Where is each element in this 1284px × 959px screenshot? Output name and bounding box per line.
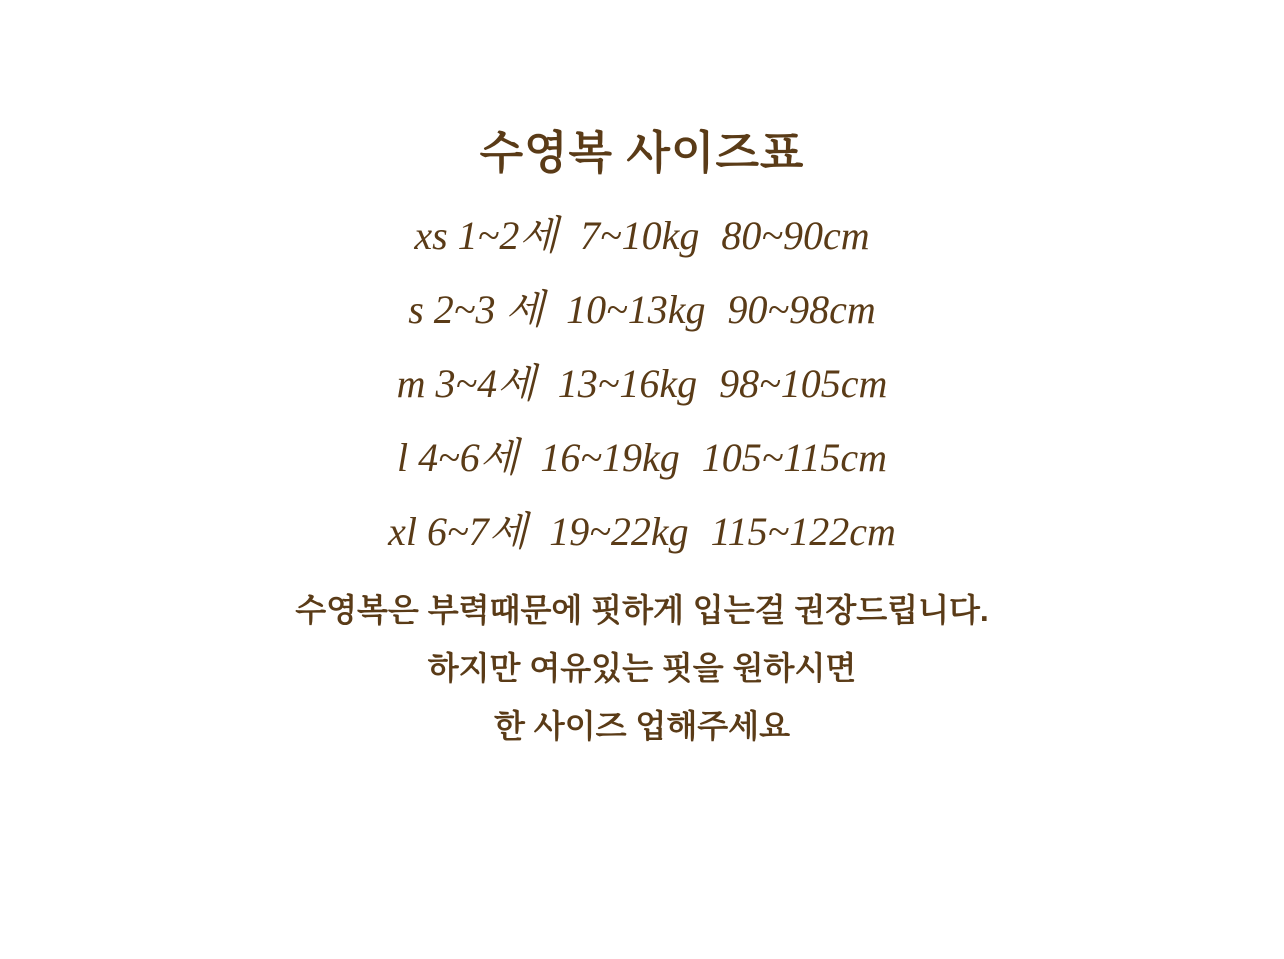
height-value: 105~115cm (701, 434, 888, 480)
notes-section (0, 591, 1284, 744)
size-label: s (408, 286, 424, 332)
height-value: 98~105cm (719, 360, 888, 406)
age-value: 3~4세 (435, 360, 536, 406)
note-line: 한 사이즈 업해주세요 (494, 707, 790, 744)
table-row (396, 434, 888, 480)
weight-value: 13~16kg (557, 360, 698, 406)
size-label: xl (388, 508, 417, 554)
table-row (414, 212, 870, 258)
size-label: xs (414, 212, 448, 258)
table-row (408, 286, 876, 332)
height-value: 90~98cm (727, 286, 876, 332)
height-value: 115~122cm (710, 508, 896, 554)
page-title: 수영복 사이즈표 (479, 127, 805, 178)
age-value: 1~2세 (457, 212, 558, 258)
note-line: 하지만 여유있는 핏을 원하시면 (427, 649, 857, 686)
weight-value: 16~19kg (540, 434, 680, 480)
size-label: l (396, 434, 409, 480)
age-value: 2~3 세 (433, 286, 545, 332)
table-row (396, 360, 888, 406)
size-table (0, 212, 1284, 554)
table-row (388, 508, 896, 554)
weight-value: 19~22kg (549, 508, 689, 554)
height-value: 80~90cm (721, 212, 870, 258)
age-value: 6~7세 (426, 508, 528, 554)
age-value: 4~6세 (418, 434, 519, 480)
weight-value: 10~13kg (566, 286, 706, 332)
size-label: m (396, 360, 426, 406)
weight-value: 7~10kg (579, 212, 700, 258)
note-line: 수영복은 부력때문에 핏하게 입는걸 권장드립니다. (295, 591, 989, 628)
